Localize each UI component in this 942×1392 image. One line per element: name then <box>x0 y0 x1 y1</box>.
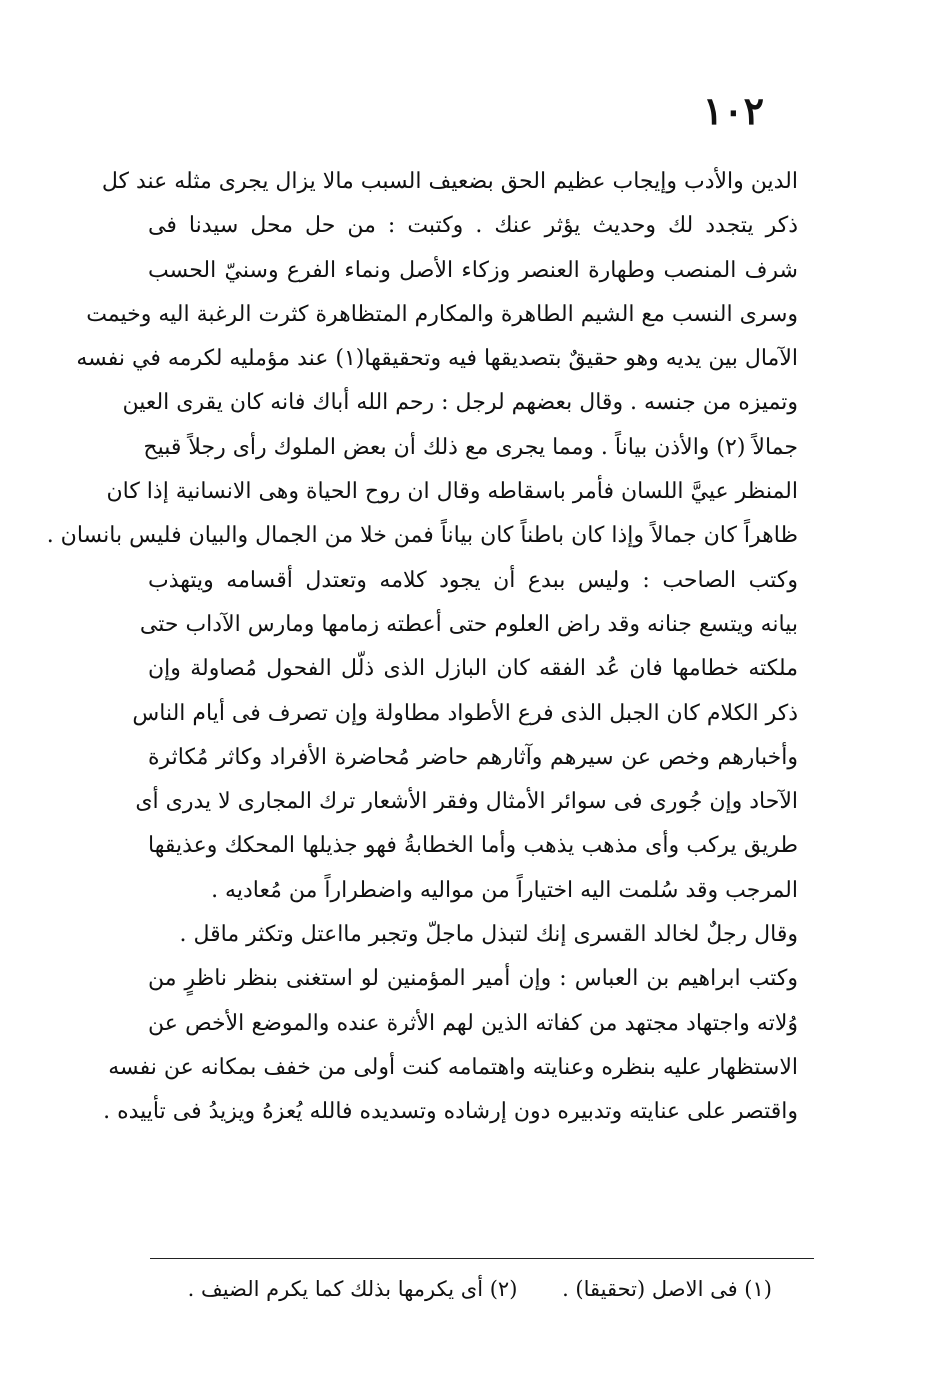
page-number: ١٠٢ <box>702 88 764 133</box>
text-line: الاستظهار عليه بنظره وعنايته واهتمامه كنت أولى من خفف بمكانه عن نفسه <box>108 1054 798 1080</box>
text-line: وكتب ابراهيم بن العباس : وإن أمير المؤمنين لو استغنى بنظر ناظرٍ من <box>148 966 798 992</box>
text-line: وقال رجلٌ لخالد القسرى إنك لتبذل ماجلّ وتجبر مااعتل وتكثر ماقل . <box>179 922 798 948</box>
text-line: وُلاته واجتهاد مجتهد من كفاته الذين لهم الأثرة عنده والموضع الأخص عن <box>148 1010 798 1036</box>
text-line: وتميزه من جنسه . وقال بعضهم لرجل : رحم الله أباك فانه كان يقرى العين <box>122 390 798 416</box>
text-line: واقتصر على عنايته وتدبيره دون إرشاده وتسديده فالله يُعزهُ ويزيدُ فى تأييده . <box>103 1099 798 1125</box>
text-line: وكتب الصاحب : وليس ببدع أن يجود كلامه وتعتدل أقسامه ويتهذب <box>148 567 798 593</box>
footnote-divider <box>150 1258 814 1259</box>
body-text <box>46 160 798 1135</box>
text-line: الآمال بين يديه وهو حقيقٌ بتصديقها فيه وتحقيقها(١) عند مؤمليه لكرمه في نفسه <box>76 346 798 372</box>
text-line: وسرى النسب مع الشيم الطاهرة والمكارم المتظاهرة كثرت الرغبة اليه وخيمت <box>86 301 798 327</box>
footnote-1: (١) فى الاصل (تحقيقا) . <box>562 1277 772 1301</box>
text-line: المرجب وقد سُلمت اليه اختياراً من مواليه واضطراراً من مُعاديه . <box>211 877 798 903</box>
text-line: ذكر يتجدد لك وحديث يؤثر عنك . وكتبت : من حل محل سيدنا فى <box>148 213 798 239</box>
footnotes <box>188 1272 772 1306</box>
text-line: وأخبارهم وخص عن سيرهم وآثارهم حاضر مُحاضرة الأفراد وكاثر مُكاثرة <box>148 744 798 770</box>
text-line: الآحاد وإن جُورى فى سوائر الأمثال وفقر الأشعار ترك المجارى لا يدرى أى <box>135 789 798 815</box>
text-line: المنظر عييَّ اللسان فأمر باسقاطه وقال ان روح الحياة وهى الانسانية إذا كان <box>106 479 798 505</box>
text-line: ذكر الكلام كان الجبل الذى فرع الأطواد مطاولة وإن تصرف فى أيام الناس <box>132 700 798 726</box>
footnote-2: (٢) أى يكرمها بذلك كما يكرم الضيف . <box>187 1277 518 1301</box>
text-line: جمالاً (٢) والأذن بياناً . ومما يجرى مع ذلك أن بعض الملوك رأى رجلاً قبيح <box>143 434 798 460</box>
text-line: ملكته خطامها فان عُد الفقه كان البازل الذى ذلّل الفحول مُصاولة وإن <box>148 656 798 682</box>
text-line: ظاهراً كان جمالاً وإذا كان باطناً كان بياناً فمن خلا من الجمال والبيان فليس بانسان . <box>46 523 798 549</box>
text-line: شرف المنصب وطهارة العنصر وزكاء الأصل ونماء الفرع وسنيّ الحسب <box>148 257 798 283</box>
text-line: الدين والأدب وإيجاب عظيم الحق بضعيف السبب مالا يزال يجرى مثله عند كل <box>101 169 798 194</box>
text-line: طريق يركب وأى مذهب يذهب وأما الخطابةُ فهو جذيلها المحكك وعذيقها <box>148 833 798 859</box>
text-line: بيانه ويتسع جنانه وقد راض العلوم حتى أعطته زمامها ومارس الآداب حتى <box>139 611 798 637</box>
